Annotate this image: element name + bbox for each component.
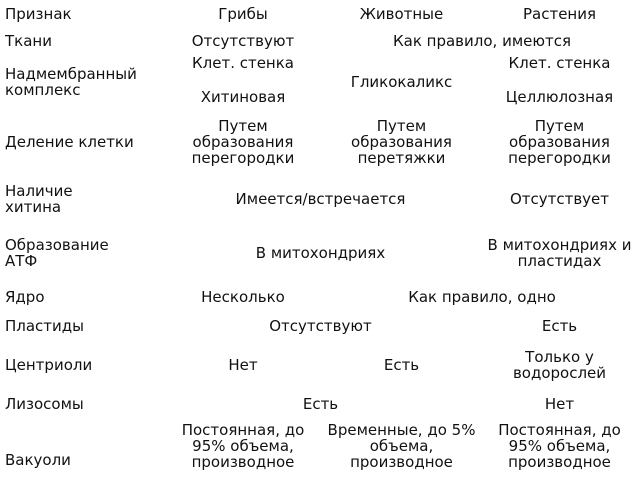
row-label: Ядро: [5, 288, 45, 306]
cell-plants-bottom: Целлюлозная: [505, 88, 614, 106]
cell-plants: [479, 418, 640, 480]
row-membrane: [0, 55, 640, 109]
cell-fungi: [162, 109, 324, 175]
cell-animals: [324, 418, 479, 480]
cell-plants: [479, 109, 640, 175]
row-tissues: [0, 27, 640, 55]
cell-plants: Есть: [541, 317, 578, 335]
row-nucleus: [0, 282, 640, 312]
cell-animals: Гликокаликс: [350, 73, 453, 91]
cell-plants-top: Клет. стенка: [508, 55, 611, 72]
cell-animals-plants: Как правило, одно: [408, 288, 556, 306]
cell-fungi-animals: Отсутствуют: [269, 317, 372, 335]
cell-text: Постоянная, до 95% объема, производное: [498, 421, 621, 471]
cell-fungi: [162, 55, 324, 109]
row-label: Ткани: [5, 32, 52, 50]
cell-animals-plants: Как правило, имеются: [392, 32, 571, 50]
cell-text: Только у водорослей: [512, 348, 607, 382]
table-header-row: [0, 0, 640, 27]
cell-text: Путем образования перегородки: [191, 117, 295, 167]
cell-fungi-bottom: Хитиновая: [200, 88, 286, 106]
cell-plants: Нет: [544, 395, 575, 413]
cell-fungi: [162, 418, 324, 480]
cell-animals: Есть: [383, 356, 420, 374]
cell-plants: [479, 223, 640, 282]
cell-text: Путем образования перетяжки: [351, 117, 452, 167]
cell-fungi-animals: В митохондриях: [255, 243, 386, 262]
row-lysosomes: [0, 390, 640, 418]
row-centrioles: [0, 340, 640, 390]
header-fungi: Грибы: [218, 4, 268, 23]
row-label: Лизосомы: [5, 395, 84, 413]
row-label: Деление клетки: [5, 133, 134, 151]
cell-plants: Отсутствует: [509, 190, 610, 208]
cell-animals: [324, 109, 479, 175]
cell-fungi-animals: Есть: [302, 395, 339, 413]
cell-text: Путем образования перегородки: [508, 117, 611, 167]
cell-text: В митохондриях и пластидах: [487, 235, 632, 270]
row-label: Пластиды: [5, 317, 85, 335]
row-plastids: [0, 312, 640, 340]
row-label: Образование АТФ: [5, 235, 109, 270]
cell-text: Временные, до 5% объема, производное: [327, 421, 476, 471]
cell-fungi-top: Клет. стенка: [191, 55, 294, 72]
row-vacuoles: [0, 418, 640, 480]
row-label: Надмембранный комплекс: [5, 65, 137, 99]
cell-plants: [479, 55, 640, 109]
header-plants: Растения: [522, 4, 597, 23]
cell-fungi: Нет: [228, 356, 258, 374]
row-label: Центриоли: [5, 356, 93, 374]
row-label: Вакуоли: [5, 451, 71, 469]
row-atp: [0, 223, 640, 282]
row-label: Наличие хитина: [5, 182, 73, 216]
cell-text: Постоянная, до 95% объема, производное: [181, 421, 305, 471]
cell-fungi-animals: Имеется/встречается: [235, 190, 406, 208]
cell-fungi: Несколько: [201, 288, 285, 306]
row-division: [0, 109, 640, 175]
row-chitin: [0, 175, 640, 223]
header-attribute: Признак: [5, 4, 72, 23]
cell-plants: [479, 340, 640, 390]
header-animals: Животные: [359, 4, 444, 23]
cell-fungi: Отсутствуют: [191, 32, 295, 50]
